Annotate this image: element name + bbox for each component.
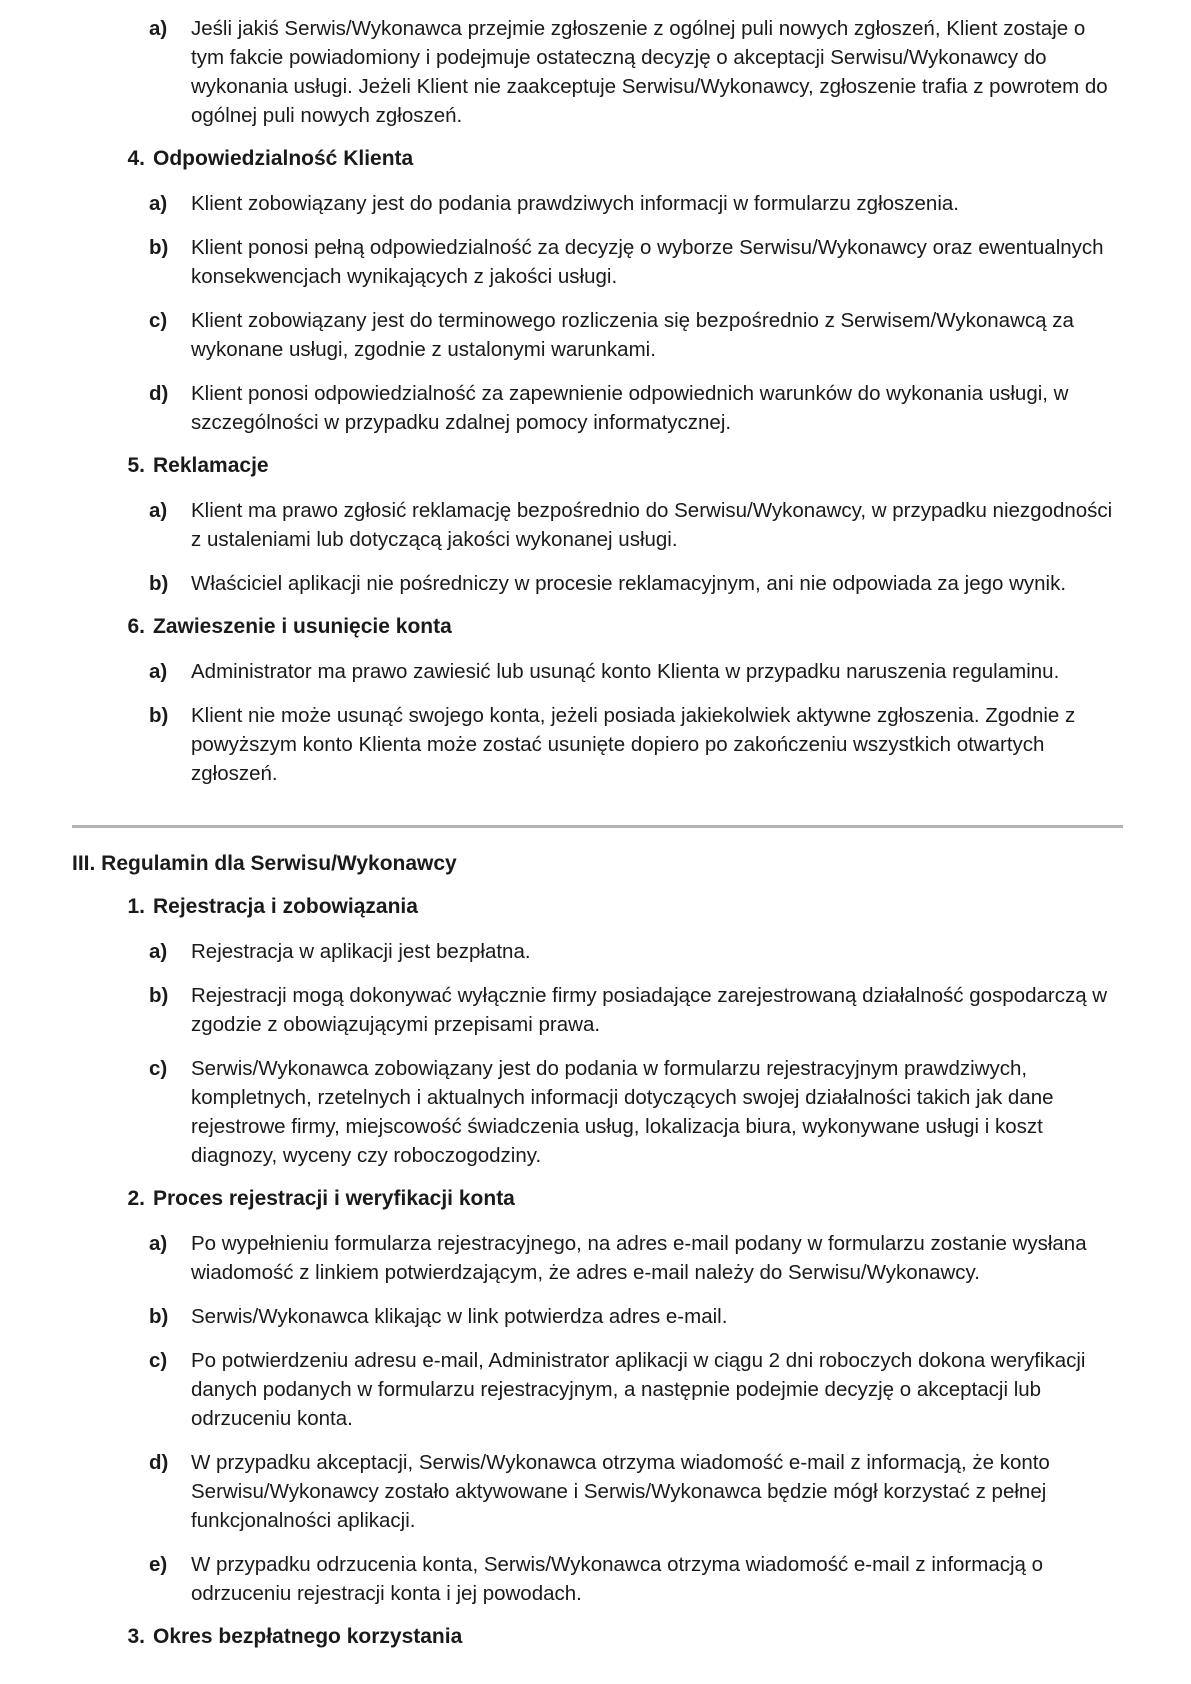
item-text: W przypadku akceptacji, Serwis/Wykonawca otrzyma wiadomość e-mail z informacją, że konto Serwisu/Wykonawcy zostało aktywowane i Serwis/Wykonawca będzie mógł korzystać z pełnej funkcjonalności aplikacji. — [191, 1451, 1050, 1532]
item-text: Klient nie może usunąć swojego konta, jeżeli posiada jakiekolwiek aktywne zgłoszenia. Zgodnie z powyższym konto Klienta może zostać usunięte dopiero po zakończeniu wszystkich otwartych zgłoszeń. — [191, 704, 1076, 785]
list-item — [149, 1448, 1117, 1535]
item-text: Serwis/Wykonawca klikając w link potwierdza adres e-mail. — [191, 1305, 728, 1328]
list-item — [149, 379, 1117, 437]
carry-over-section — [107, 14, 1117, 130]
section-title: Reklamacje — [153, 454, 269, 477]
list-item — [149, 233, 1117, 291]
section-number: 2. — [127, 1187, 145, 1210]
item-text: Serwis/Wykonawca zobowiązany jest do podania w formularzu rejestracyjnym prawdziwych, kompletnych, rzetelnych i aktualnych informacji dotyczących swojej działalności takich jak dane rejestrowe firmy, miejscowość świadczenia usług, lokalizacja biura, wykonywane usługi i koszt diagnozy, wyceny czy roboczogodziny. — [191, 1057, 1054, 1167]
section-number: 5. — [127, 454, 145, 477]
item-text: Klient zobowiązany jest do terminowego rozliczenia się bezpośrednio z Serwisem/Wykonawcą za wykonane usługi, zgodnie z ustalonymi warunkami. — [191, 309, 1074, 361]
item-letter: d) — [149, 1451, 169, 1474]
list-item — [149, 14, 1117, 130]
item-text: Rejestracja w aplikacji jest bezpłatna. — [191, 940, 531, 963]
item-letter: c) — [149, 1057, 168, 1080]
list-item — [149, 657, 1117, 686]
item-letter: a) — [149, 1232, 168, 1255]
item-letter: b) — [149, 704, 169, 727]
section-heading — [107, 452, 1117, 480]
list-item — [149, 569, 1117, 598]
list-item — [149, 1229, 1117, 1287]
item-letter: a) — [149, 192, 168, 215]
section-title: Zawieszenie i usunięcie konta — [153, 615, 452, 638]
carry-over-items — [149, 14, 1117, 130]
section-items — [149, 496, 1117, 598]
section-title: Okres bezpłatnego korzystania — [153, 1625, 463, 1648]
section-heading — [107, 1185, 1117, 1213]
section-divider — [72, 825, 1123, 828]
item-text: Administrator ma prawo zawiesić lub usunąć konto Klienta w przypadku naruszenia regulaminu. — [191, 660, 1060, 683]
section-number: 1. — [127, 895, 145, 918]
item-text: Klient zobowiązany jest do podania prawdziwych informacji w formularzu zgłoszenia. — [191, 192, 959, 215]
section-items — [149, 189, 1117, 437]
list-item — [149, 1302, 1117, 1331]
item-text: Klient ponosi pełną odpowiedzialność za decyzję o wyborze Serwisu/Wykonawcy oraz ewentualnych konsekwencjach wynikających z jakości usługi. — [191, 236, 1104, 288]
list-item — [149, 306, 1117, 364]
part2-sections — [0, 145, 1117, 788]
item-text: Klient ma prawo zgłosić reklamację bezpośrednio do Serwisu/Wykonawcy, w przypadku niezgodności z ustaleniami lub dotyczącą jakości wykonanej usługi. — [191, 499, 1113, 551]
item-letter: a) — [149, 499, 168, 522]
item-letter: c) — [149, 1349, 168, 1372]
item-text: W przypadku odrzucenia konta, Serwis/Wykonawca otrzyma wiadomość e-mail z informacją o odrzuceniu rejestracji konta i jej powodach. — [191, 1553, 1044, 1605]
section-items — [149, 657, 1117, 788]
item-text: Rejestracji mogą dokonywać wyłącznie firmy posiadające zarejestrowaną działalność gospodarczą w zgodzie z obowiązującymi przepisami prawa. — [191, 984, 1108, 1036]
numbered-section — [107, 1623, 1117, 1651]
item-letter: a) — [149, 660, 168, 683]
section-items — [149, 937, 1117, 1170]
item-letter: c) — [149, 309, 168, 332]
numbered-section — [107, 452, 1117, 598]
item-letter: b) — [149, 1305, 169, 1328]
item-text: Jeśli jakiś Serwis/Wykonawca przejmie zgłoszenie z ogólnej puli nowych zgłoszeń, Klient zostaje o tym fakcie powiadomiony i podejmuje ostateczną decyzję o akceptacji Serwisu/Wykonawcy do wykonania usługi. Jeżeli Klient nie zaakceptuje Serwisu/Wykonawcy, zgłoszenie trafia z powrotem do ogólnej puli nowych zgłoszeń. — [191, 17, 1108, 127]
item-text: Po wypełnieniu formularza rejestracyjnego, na adres e-mail podany w formularzu zostanie wysłana wiadomość z linkiem potwierdzającym, że adres e-mail należy do Serwisu/Wykonawcy. — [191, 1232, 1087, 1284]
item-letter: a) — [149, 17, 168, 40]
section-title: Proces rejestracji i weryfikacji konta — [153, 1187, 515, 1210]
list-item — [149, 1550, 1117, 1608]
section-heading — [107, 613, 1117, 641]
section-title: Odpowiedzialność Klienta — [153, 147, 414, 170]
item-letter: b) — [149, 236, 169, 259]
item-text: Po potwierdzeniu adresu e-mail, Administrator aplikacji w ciągu 2 dni roboczych dokona weryfikacji danych podanych w formularzu rejestracyjnym, a następnie podejmie decyzję o akceptacji lub odrzuceniu konta. — [191, 1349, 1086, 1430]
section-heading — [107, 145, 1117, 173]
numbered-section — [107, 613, 1117, 788]
item-letter: b) — [149, 984, 169, 1007]
item-text: Klient ponosi odpowiedzialność za zapewnienie odpowiednich warunków do wykonania usługi, w szczególności w przypadku zdalnej pomocy informatycznej. — [191, 382, 1069, 434]
numbered-section — [107, 893, 1117, 1170]
item-letter: e) — [149, 1553, 168, 1576]
part3-content — [0, 893, 1117, 1667]
item-letter: b) — [149, 572, 169, 595]
list-item — [149, 701, 1117, 788]
section-number: 6. — [127, 615, 145, 638]
numbered-section — [107, 1185, 1117, 1608]
list-item — [149, 189, 1117, 218]
list-item — [149, 981, 1117, 1039]
part3-sections — [0, 893, 1117, 1651]
numbered-section — [107, 145, 1117, 437]
list-item — [149, 1346, 1117, 1433]
item-text: Właściciel aplikacji nie pośredniczy w procesie reklamacyjnym, ani nie odpowiada za jego wynik. — [191, 572, 1067, 595]
section-heading — [107, 893, 1117, 921]
list-item — [149, 937, 1117, 966]
item-letter: d) — [149, 382, 169, 405]
part-title: III. Regulamin dla Serwisu/Wykonawcy — [72, 852, 457, 875]
section-number: 3. — [127, 1625, 145, 1648]
item-letter: a) — [149, 940, 168, 963]
list-item — [149, 1054, 1117, 1170]
continued-content — [0, 14, 1117, 803]
section-title: Rejestracja i zobowiązania — [153, 895, 418, 918]
section-number: 4. — [127, 147, 145, 170]
section-heading — [107, 1623, 1117, 1651]
section-items — [149, 1229, 1117, 1608]
list-item — [149, 496, 1117, 554]
